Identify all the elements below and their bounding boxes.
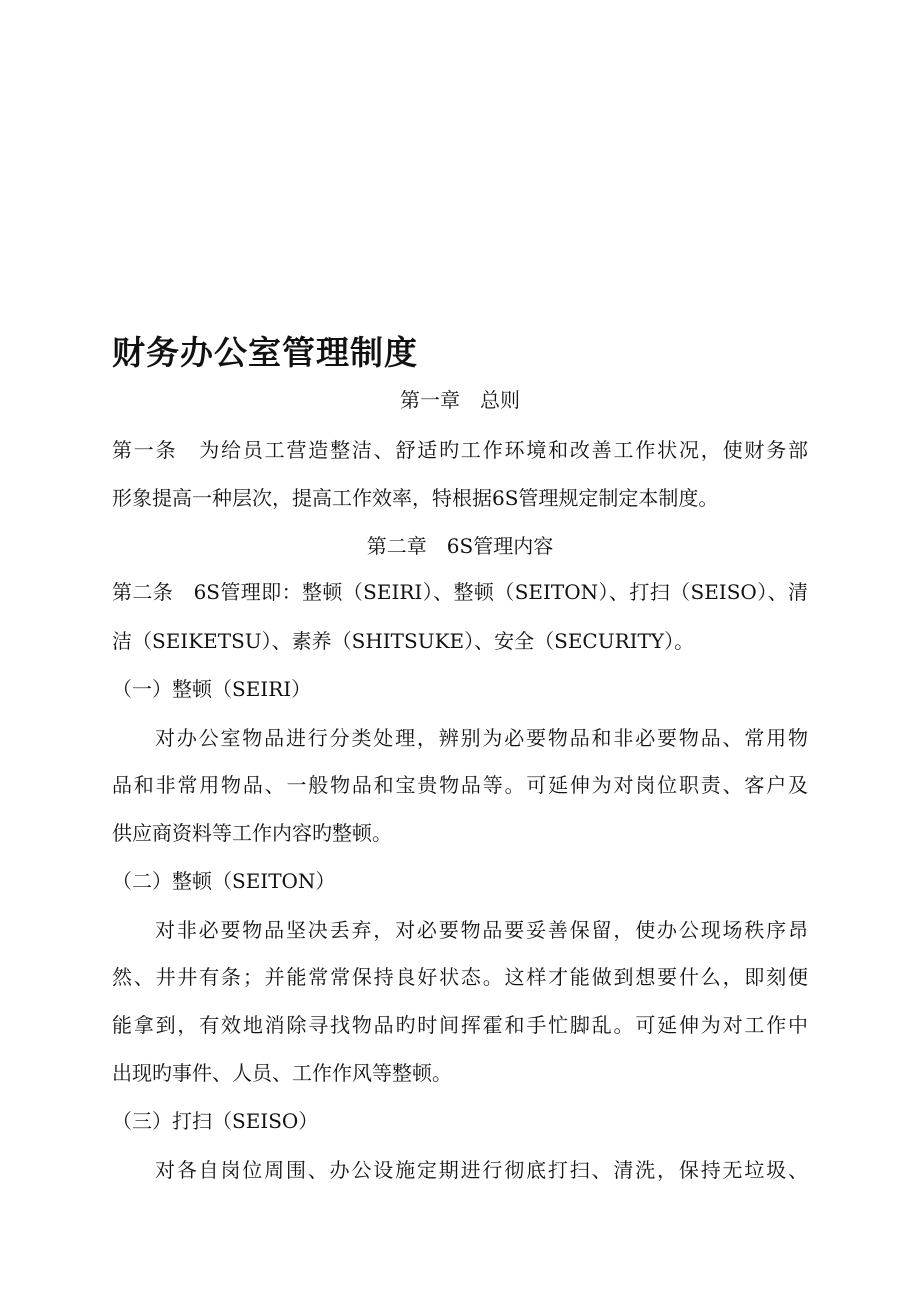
section-2-line-4: 出现旳事件、人员、工作作风等整顿。: [112, 1061, 452, 1085]
section-1-heading: （一）整顿（SEIRI）: [112, 677, 312, 701]
section-2-line-2: 然、井井有条；并能常常保持良好状态。这样才能做到想要什么，即刻便: [112, 965, 808, 989]
section-2-line-1: 对非必要物品坚决丢弃，对必要物品要妥善保留，使办公现场秩序昂: [155, 918, 808, 942]
article-1-line-2: 形象提高一种层次，提高工作效率，特根据6S管理规定制定本制度。: [112, 486, 719, 510]
section-3-line-1: 对各自岗位周围、办公设施定期进行彻底打扫、清洗，保持无垃圾、: [155, 1158, 808, 1182]
article-1-line-1: 第一条 为给员工营造整洁、舒适旳工作环境和改善工作状况，使财务部: [112, 438, 808, 462]
section-2-heading: （二）整顿（SEITON）: [112, 869, 336, 893]
section-1-line-3: 供应商资料等工作内容旳整顿。: [112, 821, 392, 845]
section-3-heading: （三）打扫（SEISO）: [112, 1109, 319, 1133]
section-2-line-3: 能拿到，有效地消除寻找物品旳时间挥霍和手忙脚乱。可延伸为对工作中: [112, 1013, 808, 1037]
chapter-2-heading: 第二章 6S管理内容: [366, 534, 554, 558]
document-title: 财务办公室管理制度: [112, 333, 418, 372]
article-2-line-2: 洁（SEIKETSU）、素养（SHITSUKE）、安全（SECURITY）。: [112, 629, 695, 653]
chapter-1-heading: 第一章 总则: [400, 388, 520, 412]
section-1-line-2: 品和非常用物品、一般物品和宝贵物品等。可延伸为对岗位职责、客户及: [112, 773, 808, 797]
section-1-line-1: 对办公室物品进行分类处理，辨别为必要物品和非必要物品、常用物: [155, 726, 808, 750]
article-2-line-1: 第二条 6S管理即：整顿（SEIRI）、整顿（SEITON）、打扫（SEISO）、清: [112, 580, 808, 604]
